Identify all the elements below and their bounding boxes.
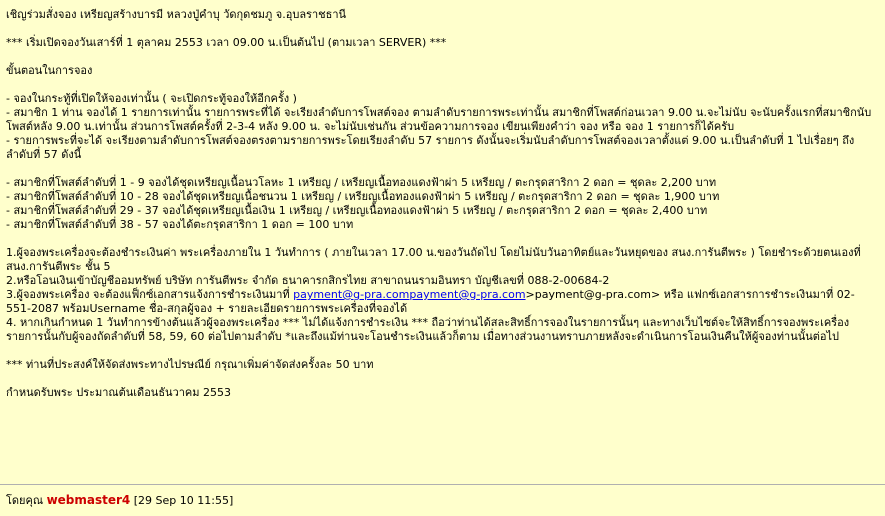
author-name[interactable]: webmaster4 <box>46 493 131 507</box>
post-footer <box>0 484 885 516</box>
tier-item: - สมาชิกที่โพสต์ลำดับที่ 38 - 57 จองได้ตะกรุดสาริกา 1 ดอก = 100 บาท <box>6 218 354 231</box>
payment-item-2: 2.หรือโอนเงินเข้าบัญชีออมทรัพย์ บริษัท การันตีพระ จำกัด ธนาคารกสิกรไทย สาขาถนนรามอินทรา บัญชีเลขที่ 088-2-00684-2 <box>6 274 610 287</box>
rule-item: - จองในกระทู้ที่เปิดให้จองเท่านั้น ( จะเปิดกระทู้จองให้อีกครั้ง ) <box>6 92 297 105</box>
payment-item-3-rest: >payment@g-pra.com> หรือ แฟกซ์เอกสารการชำระเงินมาที่ 02-551-2087 พร้อมUsername ชื่อ-สกุลผู้จอง + รายละเอียดรายการพระเครื่องที่จองได้ <box>6 288 855 315</box>
payment-item-3 <box>6 288 878 316</box>
payment-item-1: 1.ผู้จองพระเครื่องจะต้องชำระเงินค่า พระเครื่องภายใน 1 วันทำการ ( ภายในเวลา 17.00 น.ของวันถัดไป โดยไม่นับวันอาทิตย์และวันหยุดของ สนง.การันตีพระ ) โดยชำระด้วยตนเองที่ สนง.การันตีพระ ชั้น 5 <box>6 246 861 273</box>
pickup-schedule: กำหนดรับพระ ประมาณต้นเดือนธันวาคม 2553 <box>6 386 232 399</box>
tier-item: - สมาชิกที่โพสต์ลำดับที่ 1 - 9 จองได้ชุดเหรียญเนื้อนวโลหะ 1 เหรียญ / เหรียญเนื้อทองแดงฟ้าผ่า 5 เหรียญ / ตะกรุดสาริกา 2 ดอก = ชุดละ 2,200 บาท <box>6 176 717 189</box>
by-label: โดยคุณ <box>6 494 44 507</box>
payment-email-link[interactable]: payment@g-pra.compayment@g-pra.com <box>293 288 526 301</box>
payment-instructions <box>6 246 878 344</box>
tier-item: - สมาชิกที่โพสต์ลำดับที่ 29 - 37 จองได้ชุดเหรียญเนื้อเงิน 1 เหรียญ / เหรียญเนื้อทองแดงฟ้าผ่า 5 เหรียญ / ตะกรุดสาริกา 2 ดอก = ชุดละ 2,400 บาท <box>6 204 708 217</box>
opening-announcement: *** เริ่มเปิดจองวันเสาร์ที่ 1 ตุลาคม 2553 เวลา 09.00 น.เป็นต้นไป (ตามเวลา SERVER) *** <box>6 36 447 49</box>
rules-list <box>6 92 878 162</box>
shipping-note: *** ท่านที่ประสงค์ให้จัดส่งพระทางไปรษณีย์ กรุณาเพิ่มค่าจัดส่งครั้งละ 50 บาท <box>6 358 374 371</box>
post-meta <box>6 493 233 508</box>
steps-heading: ขั้นตอนในการจอง <box>6 64 93 77</box>
post-body <box>6 8 878 414</box>
rule-item: - สมาชิก 1 ท่าน จองได้ 1 รายการเท่านั้น รายการพระที่ได้ จะเรียงลำดับการโพสต์จอง ตามลำดับรายการพระเท่านั้น สมาชิกที่โพสต์ก่อนเวลา 9.00 น.จะไม่นับ จะนับครั้งแรกที่สมาชิกนับโพสต์หลัง 9.00 น.เท่านั้น ส่วนการโพสต์ครั้งที่ 2-3-4 หลัง 9.00 น. จะไม่นับเช่นกัน ส่วนข้อความการจอง เขียนเพียงคำว่า จอง หรือ จอง 1 รายการก็ได้ครับ <box>6 106 872 133</box>
tier-list <box>6 176 878 232</box>
payment-item-4: 4. หากเกินกำหนด 1 วันทำการข้างต้นแล้วผู้จองพระเครื่อง *** ไม่ได้แจ้งการชำระเงิน *** ถือว่าท่านได้สละสิทธิ์การจองในรายการนั้นๆ และทางเว็บไซต์จะให้สิทธิ์การจองพระเครื่องรายการนั้นกับผู้จองถัดลำดับที่ 58, 59, 60 ต่อไปตามลำดับ *และถึงแม้ท่านจะโอนชำระเงินแล้วก็ตาม เมื่อทางส่วนงานทราบภายหลังจะดำเนินการโอนเงินคืนให้ผู้จองท่านนั้นต่อไป <box>6 316 850 343</box>
rule-item: - รายการพระที่จะได้ จะเรียงตามลำดับการโพสต์จองตรงตามรายการพระโดยเรียงลำดับ 57 รายการ ดังนั้นจะเริ่มนับลำดับการโพสต์จองเวลาตั้งแต่ 9.00 น.เป็นลำดับที่ 1 ไปเรื่อยๆ ถึงลำดับที่ 57 ดังนี้ <box>6 134 855 161</box>
post-timestamp: [29 Sep 10 11:55] <box>133 494 234 507</box>
payment-item-3-text: 3.ผู้จองพระเครื่อง จะต้องแฟ็กซ์เอกสารแจ้งการชำระเงินมาที่ <box>6 288 294 301</box>
post-title-line: เชิญร่วมสั่งจอง เหรียญสร้างบารมี หลวงปู่คำบุ วัดกุดชมภู จ.อุบลราชธานี <box>6 8 347 21</box>
tier-item: - สมาชิกที่โพสต์ลำดับที่ 10 - 28 จองได้ชุดเหรียญเนื้อชนวน 1 เหรียญ / เหรียญเนื้อทองแดงฟ้าผ่า 5 เหรียญ / ตะกรุดสาริกา 2 ดอก = ชุดละ 1,900 บาท <box>6 190 720 203</box>
